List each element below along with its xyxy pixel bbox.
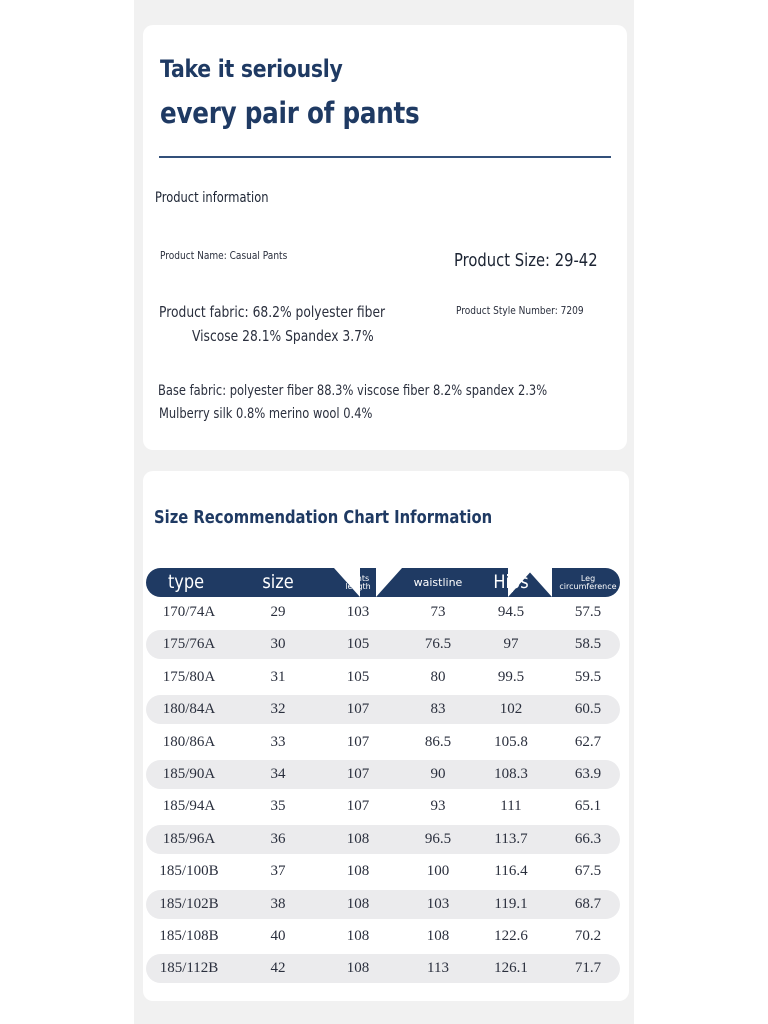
cell-pants-length: 108 (346, 830, 370, 847)
cell-hips: 94.5 (497, 604, 525, 620)
cell-waistline: 76.5 (424, 636, 452, 653)
header-hips: Hips (493, 571, 529, 593)
header-size: size (262, 571, 294, 593)
table-row (146, 954, 620, 983)
cell-size: 37 (270, 863, 286, 880)
cell-waistline: 96.5 (424, 830, 452, 847)
product-fabric-line-2: Viscose 28.1% Spandex 3.7% (192, 327, 374, 345)
product-style-number: Product Style Number: 7209 (456, 304, 584, 317)
cell-leg-circumference: 60.5 (574, 701, 602, 718)
cell-leg-circumference: 58.5 (574, 636, 602, 653)
table-row (146, 630, 620, 659)
table-row (146, 857, 620, 886)
cell-pants-length: 107 (346, 733, 370, 750)
cell-leg-circumference: 65.1 (574, 798, 602, 815)
header-pants-length-line-2: length (345, 581, 371, 591)
cell-size: 30 (270, 636, 286, 653)
cell-waistline: 80 (430, 668, 446, 685)
cell-waistline: 93 (430, 798, 446, 815)
cell-leg-circumference: 66.3 (574, 830, 602, 847)
headline-line-2: every pair of pants (160, 96, 420, 130)
product-size: Product Size: 29-42 (454, 250, 598, 271)
cell-type: 185/112B (159, 960, 219, 977)
table-row (146, 760, 620, 789)
table-row (146, 728, 620, 757)
cell-hips: 105.8 (494, 733, 528, 750)
cell-pants-length: 107 (346, 766, 370, 782)
table-row (146, 825, 620, 854)
header-type: type (167, 571, 205, 593)
cell-pants-length: 107 (346, 701, 370, 718)
header-leg-line-2: circumference (559, 581, 617, 591)
cell-leg-circumference: 67.5 (574, 863, 602, 880)
cell-size: 31 (270, 668, 286, 685)
cell-hips: 99.5 (497, 668, 525, 685)
cell-hips: 102 (499, 701, 523, 718)
cell-pants-length: 108 (346, 928, 370, 944)
header-pants-length-line-1: pants (346, 573, 370, 583)
cell-type: 185/96A (162, 830, 216, 847)
cell-pants-length: 105 (346, 636, 370, 653)
headline-line-1: Take it seriously (160, 55, 343, 83)
cell-size: 42 (270, 960, 286, 977)
cell-type: 175/80A (162, 668, 216, 685)
cell-size: 32 (270, 701, 286, 718)
cell-pants-length: 107 (346, 798, 370, 815)
cell-waistline: 83 (430, 701, 446, 718)
cell-type: 180/86A (162, 733, 216, 750)
cell-type: 180/84A (162, 701, 216, 718)
cell-type: 175/76A (162, 636, 216, 653)
table-row (146, 663, 620, 692)
header-pants-length (336, 568, 380, 597)
table-row (146, 695, 620, 724)
table-row (146, 922, 620, 951)
cell-hips: 113.7 (494, 830, 528, 847)
cell-hips: 97 (503, 636, 519, 653)
cell-pants-length: 108 (346, 895, 370, 912)
cell-leg-circumference: 68.7 (574, 895, 602, 912)
base-fabric-line-1: Base fabric: polyester fiber 88.3% viscose fiber 8.2% spandex 2.3% (158, 383, 548, 399)
header-waistline: waistline (413, 576, 463, 589)
cell-size: 40 (270, 928, 286, 944)
cell-leg-circumference: 63.9 (574, 766, 602, 782)
header-leg-circumference (556, 568, 620, 597)
cell-pants-length: 103 (346, 604, 370, 620)
cell-leg-circumference: 71.7 (574, 960, 602, 977)
headline-divider (159, 156, 611, 158)
cell-leg-circumference: 70.2 (574, 928, 602, 944)
cell-type: 185/100B (159, 863, 219, 880)
product-name: Product Name: Casual Pants (160, 249, 288, 262)
cell-type: 170/74A (162, 604, 216, 620)
table-row (146, 598, 620, 627)
cell-size: 29 (270, 604, 286, 620)
cell-type: 185/94A (162, 798, 216, 815)
cell-size: 34 (270, 766, 286, 782)
table-row (146, 792, 620, 821)
size-chart-card (143, 471, 629, 1001)
cell-waistline: 103 (426, 895, 450, 912)
cell-leg-circumference: 59.5 (574, 668, 602, 685)
cell-type: 185/108B (159, 928, 219, 944)
cell-waistline: 113 (427, 960, 449, 977)
size-chart-title: Size Recommendation Chart Information (154, 507, 493, 528)
cell-waistline: 73 (430, 604, 446, 620)
cell-hips: 122.6 (494, 928, 528, 944)
cell-size: 35 (270, 798, 286, 815)
product-info-card (143, 25, 627, 450)
cell-leg-circumference: 62.7 (574, 733, 602, 750)
cell-waistline: 108 (426, 928, 450, 944)
cell-waistline: 86.5 (424, 733, 452, 750)
cell-hips: 126.1 (494, 960, 528, 977)
cell-size: 38 (270, 895, 286, 912)
table-row (146, 890, 620, 919)
product-fabric-line-1: Product fabric: 68.2% polyester fiber (159, 303, 386, 321)
cell-hips: 119.1 (494, 895, 528, 912)
cell-type: 185/102B (159, 895, 219, 912)
cell-type: 185/90A (162, 766, 216, 782)
cell-size: 36 (270, 830, 286, 847)
size-table-header (146, 568, 620, 597)
base-fabric-line-2: Mulberry silk 0.8% merino wool 0.4% (159, 406, 373, 422)
cell-size: 33 (270, 733, 286, 750)
cell-waistline: 100 (426, 863, 450, 880)
cell-pants-length: 108 (346, 960, 370, 977)
cell-waistline: 90 (430, 766, 446, 782)
cell-pants-length: 108 (346, 863, 370, 880)
cell-hips: 108.3 (494, 766, 528, 782)
product-info-title: Product information (155, 190, 269, 206)
header-leg-line-1: Leg (580, 573, 596, 583)
cell-pants-length: 105 (346, 668, 370, 685)
cell-leg-circumference: 57.5 (574, 604, 602, 620)
cell-hips: 116.4 (494, 863, 528, 880)
cell-hips: 111 (500, 798, 522, 815)
